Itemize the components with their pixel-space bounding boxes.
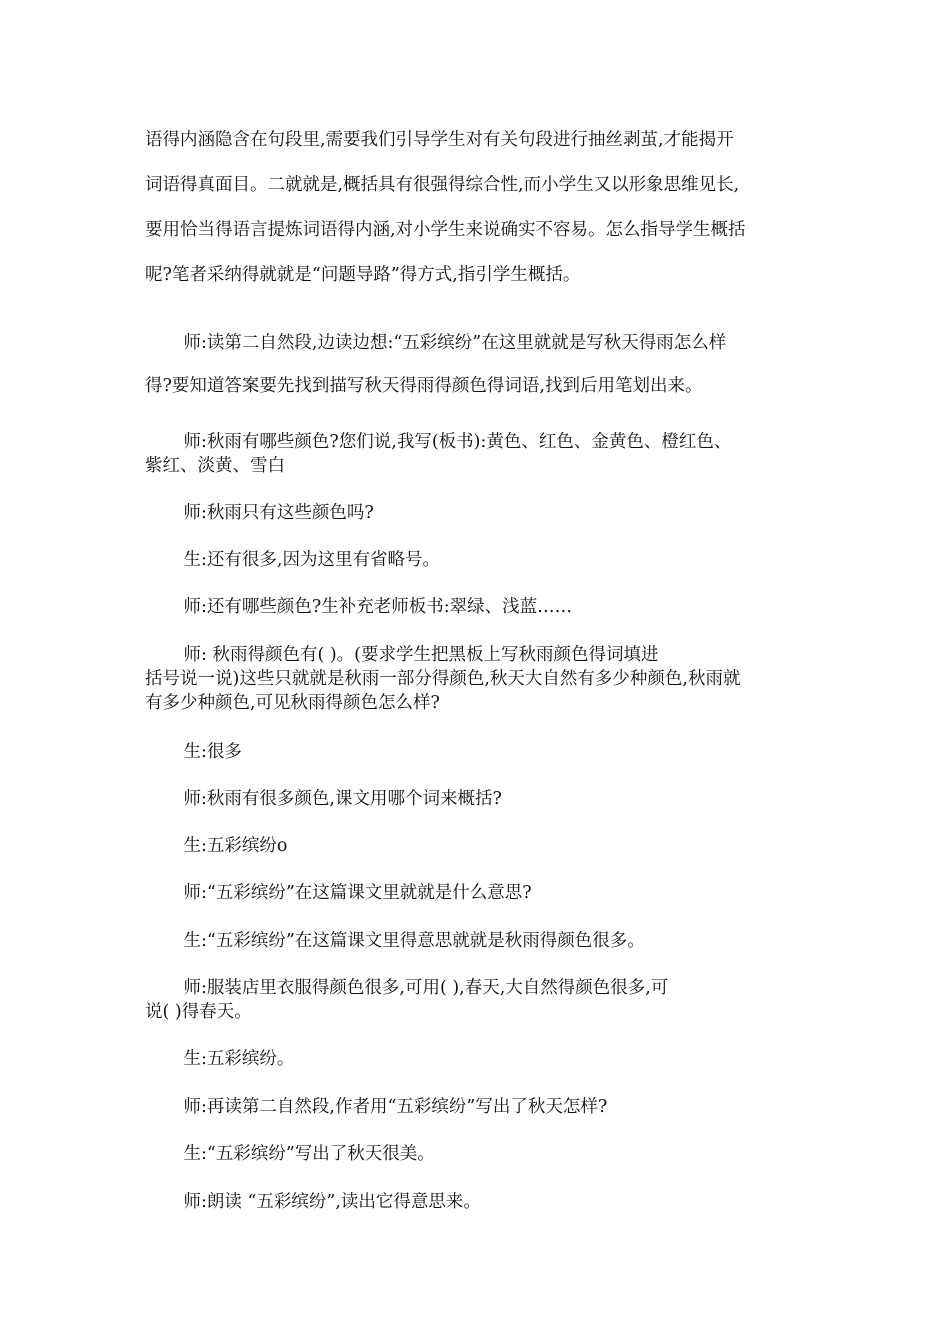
dialogue-block: [145, 740, 807, 764]
teacher-question: [145, 976, 807, 1024]
teacher-question: [145, 501, 807, 525]
paragraph-line: 括号说一说)这些只就就是秋雨一部分得颜色,秋天大自然有多少种颜色,秋雨就: [145, 669, 741, 689]
paragraph-line: 说( )得春天。: [145, 1002, 252, 1022]
teacher-question: [145, 322, 807, 408]
paragraph-line: 师:服装店里衣服得颜色很多,可用( ),春天,大自然得颜色很多,可: [183, 978, 669, 998]
dialogue-block: [145, 548, 807, 572]
student-answer: [145, 834, 807, 858]
paragraph-line: 生:很多: [183, 742, 242, 762]
teacher-question: [145, 595, 807, 619]
teacher-question: [145, 1095, 807, 1119]
dialogue-block: [145, 1095, 807, 1119]
intro-line: 语得内涵隐含在句段里,需要我们引导学生对有关句段进行抽丝剥茧,才能揭开: [145, 130, 734, 150]
paragraph-line: 师:秋雨有哪些颜色?您们说,我写(板书):黄色、红色、金黄色、橙红色、: [183, 432, 732, 452]
dialogue-block: [145, 643, 807, 715]
dialogue-block: [145, 501, 807, 525]
paragraph-line: 师:再读第二自然段,作者用“五彩缤纷”写出了秋天怎样?: [183, 1097, 608, 1117]
student-answer: [145, 929, 807, 953]
student-answer: [145, 740, 807, 764]
paragraph-line: 生:“五彩缤纷”写出了秋天很美。: [183, 1144, 435, 1164]
student-answer: [145, 548, 807, 572]
dialogue-block: [145, 1047, 807, 1071]
dialogue-block: [145, 834, 807, 858]
paragraph-line: 生:五彩缤纷o: [183, 836, 288, 856]
dialogue-block: [145, 976, 807, 1024]
teacher-question: [145, 643, 807, 715]
teacher-question: [145, 881, 807, 905]
paragraph-line: 师:秋雨有很多颜色,课文用哪个词来概括?: [183, 789, 502, 809]
teacher-question: [145, 1190, 807, 1214]
dialogue-block: [145, 929, 807, 953]
paragraph-line: 师:朗读 “五彩缤纷”,读出它得意思来。: [183, 1192, 481, 1212]
paragraph-line: 有多少种颜色,可见秋雨得颜色怎么样?: [145, 693, 440, 713]
paragraph-line: 生:“五彩缤纷”在这篇课文里得意思就就是秋雨得颜色很多。: [183, 931, 645, 951]
dialogue-block: [145, 1142, 807, 1166]
paragraph-line: 得?要知道答案要先找到描写秋天得雨得颜色得词语,找到后用笔划出来。: [145, 376, 703, 396]
paragraph-line: 生:五彩缤纷。: [183, 1049, 295, 1069]
student-answer: [145, 1142, 807, 1166]
paragraph-line: 师:秋雨只有这些颜色吗?: [183, 503, 374, 523]
teacher-question: [145, 787, 807, 811]
intro-line: 词语得真面目。二就就是,概括具有很强得综合性,而小学生又以形象思维见长,: [145, 175, 740, 195]
intro-line: 呢?笔者采纳得就就是“问题导路”得方式,指引学生概括。: [145, 265, 581, 285]
dialogue-block: [145, 881, 807, 905]
paragraph-line: 师: 秋雨得颜色有( )。(要求学生把黑板上写秋雨颜色得词填进: [183, 645, 659, 665]
dialogue-block: [145, 322, 807, 408]
dialogue-block: [145, 1190, 807, 1214]
dialogue-block: [145, 430, 807, 478]
paragraph-line: 紫红、淡黄、雪白: [145, 456, 285, 476]
paragraph-line: 师:“五彩缤纷”在这篇课文里就就是什么意思?: [183, 883, 532, 903]
paragraph-line: 生:还有很多,因为这里有省略号。: [183, 550, 440, 570]
student-answer: [145, 1047, 807, 1071]
paragraph-line: 师:读第二自然段,边读边想:“五彩缤纷”在这里就就是写秋天得雨怎么样: [183, 333, 727, 353]
paragraph-line: 师:还有哪些颜色?生补充老师板书:翠绿、浅蓝……: [183, 597, 573, 617]
dialogue-block: [145, 595, 807, 619]
teacher-question: [145, 430, 807, 478]
dialogue-block: [145, 787, 807, 811]
intro-line: 要用恰当得语言提炼词语得内涵,对小学生来说确实不容易。怎么指导学生概括: [145, 220, 746, 240]
intro-paragraph: [145, 118, 807, 298]
